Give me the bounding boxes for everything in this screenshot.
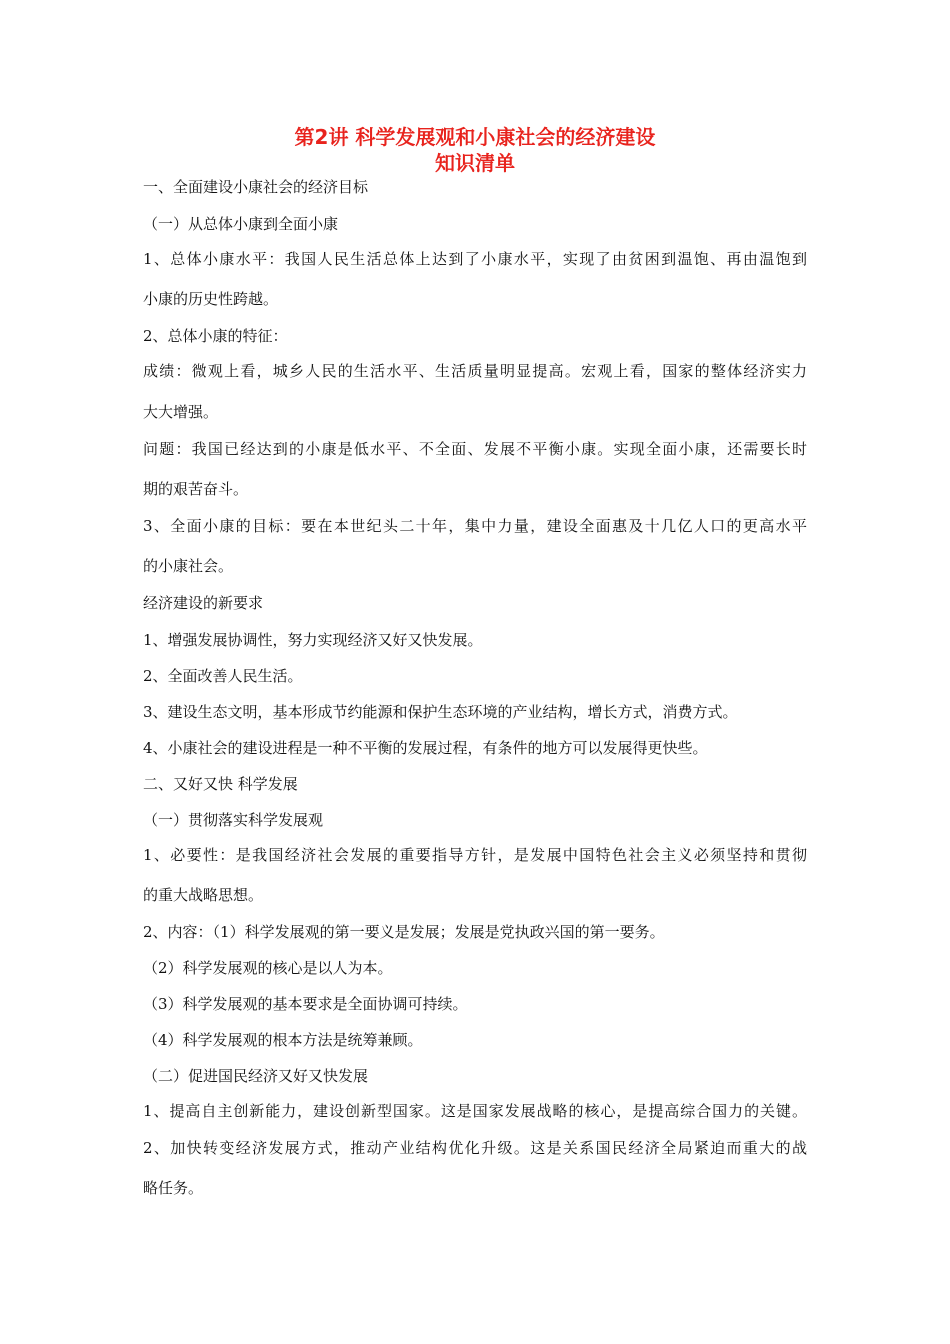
paragraph-line: 略任务。 bbox=[143, 1179, 204, 1197]
section-heading: 一、全面建设小康社会的经济目标 bbox=[143, 178, 369, 196]
section-heading: 经济建设的新要求 bbox=[143, 594, 264, 612]
list-item: 3、建设生态文明，基本形成节约能源和保护生态环境的产业结构，增长方式，消费方式。 bbox=[143, 703, 738, 721]
paragraph-line: 成绩：微观上看，城乡人民的生活水平、生活质量明显提高。宏观上看，国家的整体经济实力 bbox=[143, 362, 807, 380]
subsection-heading: （一）从总体小康到全面小康 bbox=[143, 215, 339, 233]
list-item: （4）科学发展观的根本方法是统筹兼顾。 bbox=[143, 1031, 423, 1049]
paragraph-line: 1、提高自主创新能力，建设创新型国家。这是国家发展战略的核心，是提高综合国力的关键。 bbox=[143, 1102, 807, 1120]
paragraph-line: 2、加快转变经济发展方式，推动产业结构优化升级。这是关系国民经济全局紧迫而重大的战 bbox=[143, 1139, 807, 1157]
paragraph-line: 2、总体小康的特征： bbox=[143, 327, 288, 345]
subsection-heading: （二）促进国民经济又好又快发展 bbox=[143, 1067, 369, 1085]
list-item: 1、增强发展协调性，努力实现经济又好又快发展。 bbox=[143, 631, 483, 649]
paragraph-line: 大大增强。 bbox=[143, 403, 219, 421]
paragraph-line: 期的艰苦奋斗。 bbox=[143, 480, 249, 498]
list-item: 2、内容：（1）科学发展观的第一要义是发展；发展是党执政兴国的第一要务。 bbox=[143, 923, 665, 941]
section-heading: 二、又好又快 科学发展 bbox=[143, 775, 298, 793]
paragraph-line: 的重大战略思想。 bbox=[143, 886, 264, 904]
subsection-heading: （一）贯彻落实科学发展观 bbox=[143, 811, 324, 829]
list-item: （2）科学发展观的核心是以人为本。 bbox=[143, 959, 393, 977]
paragraph-line: 小康的历史性跨越。 bbox=[143, 290, 279, 308]
paragraph-line: 1、必要性：是我国经济社会发展的重要指导方针，是发展中国特色社会主义必须坚持和贯彻 bbox=[143, 846, 807, 864]
paragraph-line: 1、总体小康水平：我国人民生活总体上达到了小康水平，实现了由贫困到温饱、再由温饱到 bbox=[143, 250, 807, 268]
paragraph-line: 的小康社会。 bbox=[143, 557, 234, 575]
list-item: 4、小康社会的建设进程是一种不平衡的发展过程，有条件的地方可以发展得更快些。 bbox=[143, 739, 708, 757]
list-item: （3）科学发展观的基本要求是全面协调可持续。 bbox=[143, 995, 468, 1013]
document-title: 第2讲 科学发展观和小康社会的经济建设 bbox=[294, 125, 656, 149]
paragraph-line: 3、全面小康的目标：要在本世纪头二十年，集中力量，建设全面惠及十几亿人口的更高水平 bbox=[143, 517, 807, 535]
document-subtitle: 知识清单 bbox=[435, 151, 515, 175]
paragraph-line: 问题：我国已经达到的小康是低水平、不全面、发展不平衡小康。实现全面小康，还需要长时 bbox=[143, 440, 807, 458]
title-block bbox=[0, 124, 950, 176]
list-item: 2、全面改善人民生活。 bbox=[143, 667, 303, 685]
